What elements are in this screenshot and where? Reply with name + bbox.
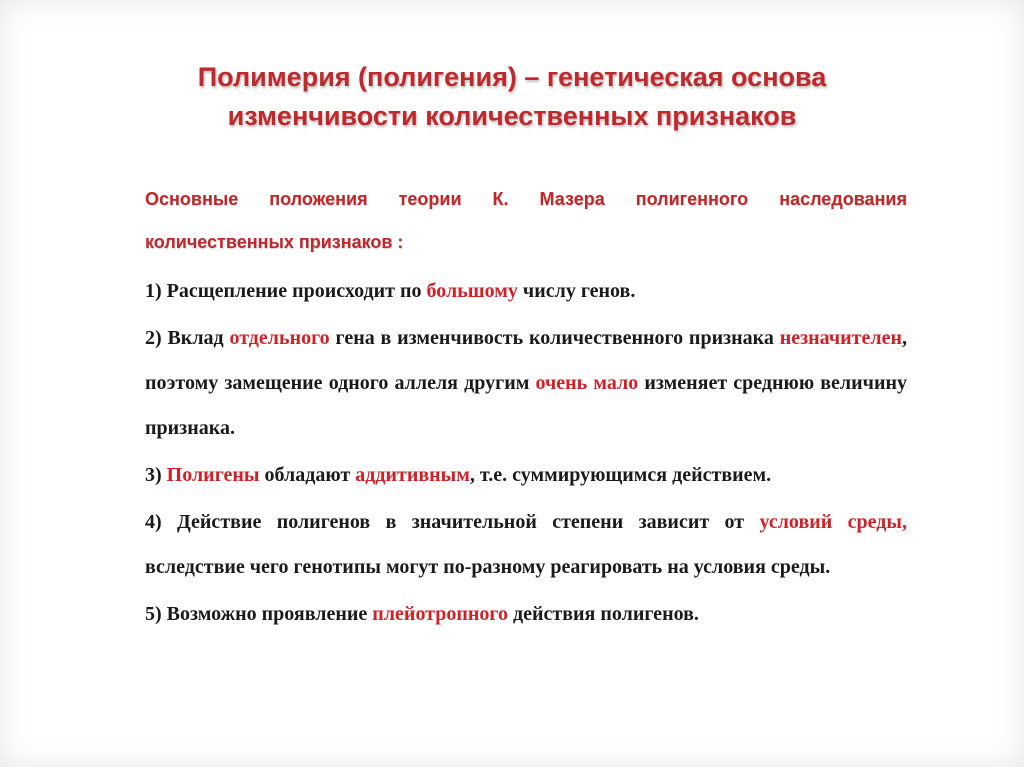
- list-item-5: [145, 592, 907, 637]
- item-text: Вклад: [167, 327, 230, 349]
- list-item-1: [145, 269, 907, 314]
- list-item-3: [145, 453, 907, 498]
- highlight-text: очень мало: [535, 372, 639, 394]
- list-item-2: [145, 316, 907, 451]
- item-text: Действие полигенов в значительной степени зависит от: [177, 511, 760, 533]
- highlight-text: большому: [426, 280, 518, 302]
- item-number: 4): [145, 511, 178, 533]
- highlight-text: Полигены: [166, 464, 260, 486]
- item-number: 2): [145, 327, 168, 349]
- highlight-text: условий среды,: [759, 511, 907, 533]
- highlight-text: отдельного: [229, 327, 330, 349]
- highlight-text: незначителен: [779, 327, 902, 349]
- item-text: действия полигенов.: [508, 603, 699, 625]
- item-text: , поэтому замещение одного аллеля другим: [145, 327, 907, 394]
- item-text: Расщепление происходит по: [166, 280, 427, 302]
- item-text: числу генов.: [517, 280, 636, 302]
- item-text: изменяет среднюю величину признака.: [145, 372, 907, 439]
- slide-title-line-1: Полимерия (полигения) – генетическая основа: [197, 62, 827, 92]
- subheading-line-2: количественных признаков :: [145, 232, 404, 252]
- item-text: гена в изменчивость количественного признака: [329, 327, 780, 349]
- slide-content: [145, 178, 907, 639]
- item-text: вследствие чего генотипы могут по-разному реагировать на условия среды.: [145, 556, 831, 578]
- item-number: 1): [145, 280, 167, 302]
- slide-title-line-2: изменчивости количественных признаков: [227, 101, 797, 131]
- list-item-4: [145, 500, 907, 590]
- item-text: , т.е. суммирующимся действием.: [469, 464, 772, 486]
- subheading: [145, 178, 907, 264]
- highlight-text: аддитивным: [355, 464, 470, 486]
- item-number: 5): [145, 603, 167, 625]
- slide-title: [90, 58, 934, 136]
- subheading-line-1: Основные положения теории К. Мазера полигенного наследования: [145, 189, 907, 209]
- highlight-text: плейотропного: [372, 603, 508, 625]
- item-text: обладают: [259, 464, 356, 486]
- item-number: 3): [145, 464, 167, 486]
- item-text: Возможно проявление: [166, 603, 373, 625]
